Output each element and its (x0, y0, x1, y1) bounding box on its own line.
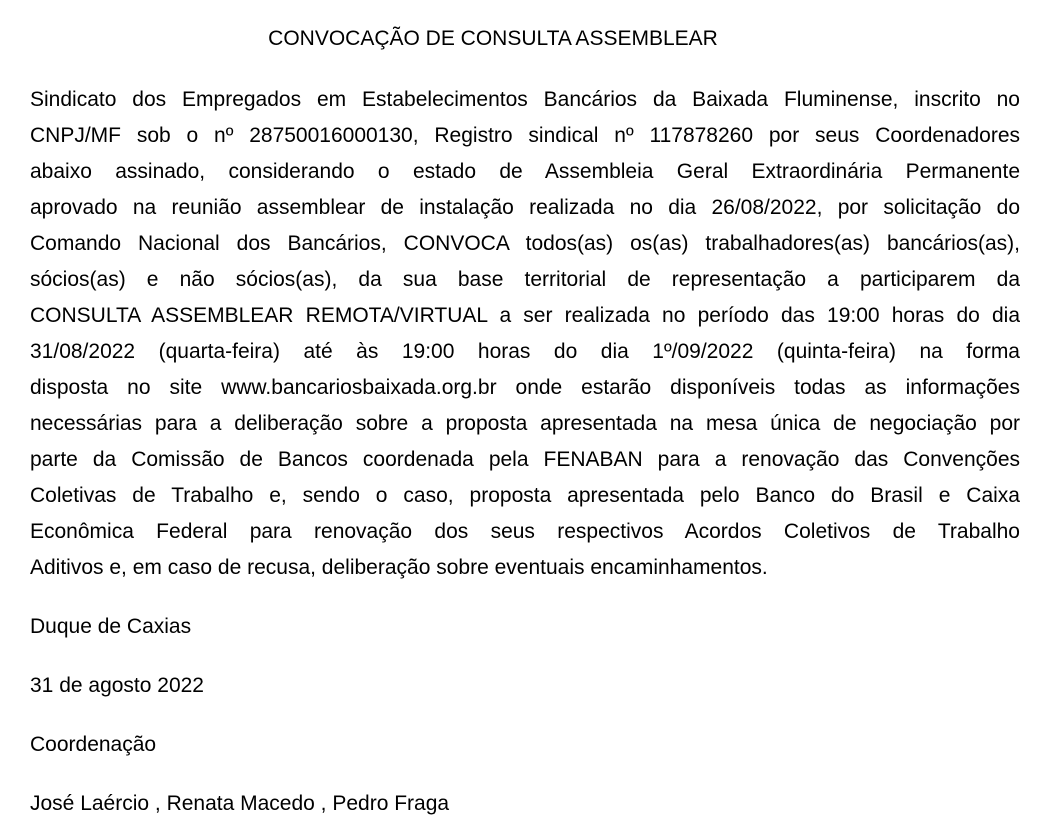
paragraph-line: CNPJ/MF sob o nº 28750016000130, Registro sindical nº 117878260 por seus Coordenadores (30, 124, 1020, 147)
paragraph-line: aprovado na reunião assemblear de instalação realizada no dia 26/08/2022, por solicitação do (30, 196, 1020, 219)
paragraph-line: sócios(as) e não sócios(as), da sua base territorial de representação a participarem da (30, 268, 1020, 291)
document-date: 31 de agosto 2022 (30, 674, 204, 697)
paragraph-line: Coletivas de Trabalho e, sendo o caso, proposta apresentada pelo Banco do Brasil e Caixa (30, 484, 1020, 507)
document-title: CONVOCAÇÃO DE CONSULTA ASSEMBLEAR (268, 27, 718, 50)
convocation-paragraph (30, 82, 1020, 586)
paragraph-line: CONSULTA ASSEMBLEAR REMOTA/VIRTUAL a ser realizada no período das 19:00 horas do dia (30, 304, 1020, 327)
paragraph-line: necessárias para a deliberação sobre a proposta apresentada na mesa única de negociação por (30, 412, 1020, 435)
paragraph-line: Comando Nacional dos Bancários, CONVOCA todos(as) os(as) trabalhadores(as) bancários(as), (30, 232, 1020, 255)
paragraph-line: parte da Comissão de Bancos coordenada pela FENABAN para a renovação das Convenções (30, 448, 1020, 471)
coordination-label: Coordenação (30, 733, 157, 756)
paragraph-line: Sindicato dos Empregados em Estabelecimentos Bancários da Baixada Fluminense, inscrito no (30, 88, 1020, 111)
place-name: Duque de Caxias (30, 615, 192, 638)
paragraph-line: Econômica Federal para renovação dos seus respectivos Acordos Coletivos de Trabalho (30, 520, 1020, 543)
signatories: José Laércio , Renata Macedo , Pedro Fraga (30, 792, 450, 815)
paragraph-line: abaixo assinado, considerando o estado de Assembleia Geral Extraordinária Permanente (30, 160, 1020, 183)
paragraph-line: 31/08/2022 (quarta-feira) até às 19:00 horas do dia 1º/09/2022 (quinta-feira) na forma (30, 340, 1020, 363)
paragraph-line: disposta no site www.bancariosbaixada.org.br onde estarão disponíveis todas as informações (30, 376, 1020, 399)
paragraph-line-last: Aditivos e, em caso de recusa, deliberação sobre eventuais encaminhamentos. (30, 556, 768, 579)
